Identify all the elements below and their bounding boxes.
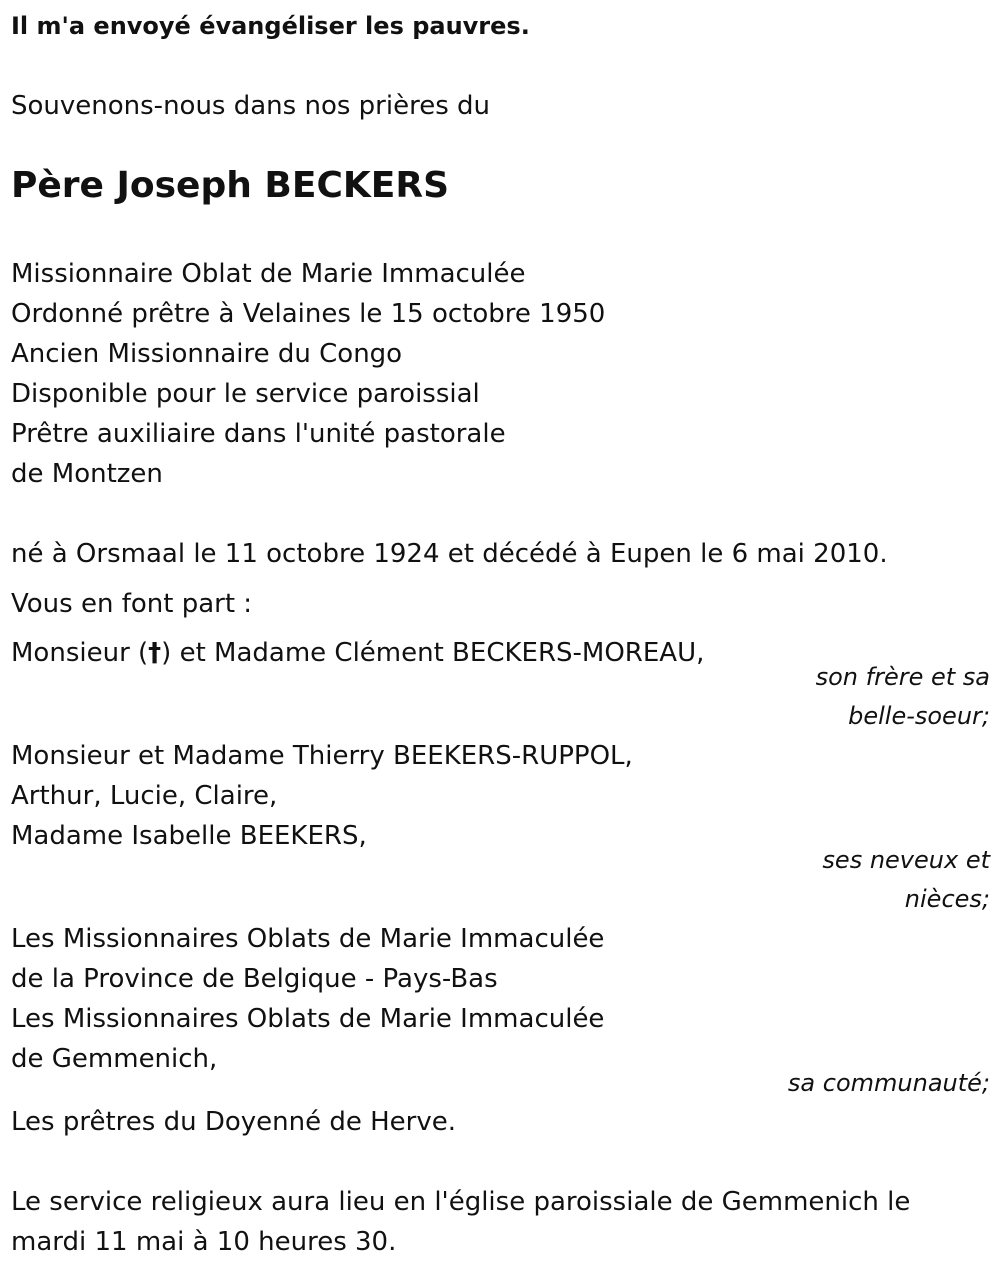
family-entry: Madame Isabelle BEEKERS, (11, 821, 367, 851)
relation-label: son frère et sa (815, 663, 990, 691)
relation-label: belle-soeur; (848, 702, 990, 730)
family-entry: Les Missionnaires Oblats de Marie Immaculée (11, 1004, 605, 1034)
service-line: mardi 11 mai à 10 heures 30. (11, 1227, 397, 1257)
birth-death-dates: né à Orsmaal le 11 octobre 1924 et décédé à Eupen le 6 mai 2010. (11, 539, 888, 569)
title-line: Ordonné prêtre à Velaines le 15 octobre 1950 (11, 299, 606, 329)
title-line: Disponible pour le service paroissial (11, 379, 480, 409)
title-line: de Montzen (11, 459, 163, 489)
family-entry: Arthur, Lucie, Claire, (11, 781, 278, 811)
family-entry: de Gemmenich, (11, 1044, 218, 1074)
motto: Il m'a envoyé évangéliser les pauvres. (11, 12, 530, 40)
announcement-text: Vous en font part : (11, 589, 253, 619)
relation-label: nièces; (904, 885, 990, 913)
relation-label: sa communauté; (787, 1069, 990, 1097)
family-entry-brother (11, 640, 704, 666)
deceased-name: Père Joseph BECKERS (11, 165, 449, 206)
title-line: Ancien Missionnaire du Congo (11, 339, 403, 369)
brother-name: ) et Madame Clément BECKERS-MOREAU, (161, 638, 705, 668)
brother-prefix: Monsieur ( (11, 638, 149, 668)
intro-text: Souvenons-nous dans nos prières du (11, 91, 490, 121)
service-line: Le service religieux aura lieu en l'église paroissiale de Gemmenich le (11, 1187, 911, 1217)
family-entry: Les Missionnaires Oblats de Marie Immaculée (11, 924, 605, 954)
family-entry: Les prêtres du Doyenné de Herve. (11, 1107, 456, 1137)
title-line: Prêtre auxiliaire dans l'unité pastorale (11, 419, 506, 449)
relation-label: ses neveux et (822, 846, 990, 874)
family-entry: de la Province de Belgique - Pays-Bas (11, 964, 498, 994)
family-entry: Monsieur et Madame Thierry BEEKERS-RUPPOL, (11, 741, 633, 771)
title-line: Missionnaire Oblat de Marie Immaculée (11, 259, 526, 289)
cross-icon: † (148, 638, 162, 668)
